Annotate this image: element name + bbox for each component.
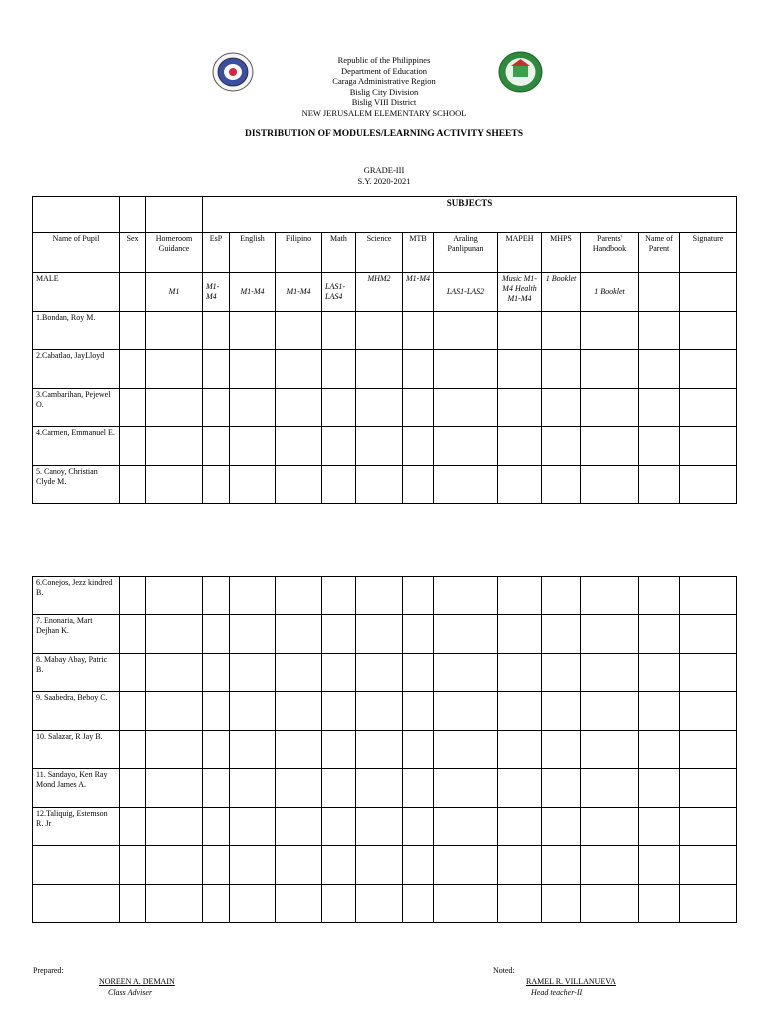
blank-cell — [639, 427, 680, 466]
blank-cell — [356, 846, 403, 885]
blank-cell — [581, 808, 639, 846]
blank-cell — [498, 846, 542, 885]
blank-cell — [434, 731, 498, 769]
blank-cell — [542, 466, 581, 504]
blank-cell — [120, 808, 146, 846]
blank-cell — [203, 769, 230, 808]
blank-cell — [680, 808, 737, 846]
prepared-title: Class Adviser — [108, 988, 153, 997]
blank-cell — [581, 731, 639, 769]
blank-cell — [434, 312, 498, 350]
blank-cell — [403, 312, 434, 350]
blank-cell — [434, 846, 498, 885]
blank-cell — [276, 731, 322, 769]
blank-cell — [120, 885, 146, 923]
blank-cell — [322, 731, 356, 769]
blank-cell — [680, 846, 737, 885]
blank-cell — [146, 197, 203, 233]
blank-cell — [680, 350, 737, 389]
blank-cell — [146, 885, 203, 923]
blank-cell — [230, 577, 276, 615]
blank-cell — [542, 846, 581, 885]
pupil-name: 8. Mabay Abay, Patric B. — [33, 654, 120, 692]
blank-cell — [434, 577, 498, 615]
pupil-name: 2.Cabatlao, JayLloyd — [33, 350, 120, 389]
blank-cell — [230, 731, 276, 769]
blank-cell — [639, 312, 680, 350]
header-signature: Signature — [680, 233, 737, 273]
blank-cell — [434, 350, 498, 389]
blank-cell — [498, 615, 542, 654]
blank-cell — [581, 312, 639, 350]
blank-cell — [581, 350, 639, 389]
blank-cell — [581, 389, 639, 427]
noted-name: RAMEL R. VILLANUEVA — [526, 977, 616, 986]
blank-cell — [498, 312, 542, 350]
blank-cell — [434, 615, 498, 654]
blank-cell — [680, 312, 737, 350]
module-mapeh: Music M1-M4 Health M1-M4 — [498, 273, 542, 312]
pupil-name — [33, 885, 120, 923]
blank-cell — [356, 654, 403, 692]
letterhead-line-1: Republic of the Philippines — [337, 55, 431, 65]
blank-cell — [639, 885, 680, 923]
male-label: MALE — [33, 273, 120, 312]
blank-cell — [230, 615, 276, 654]
blank-cell — [322, 769, 356, 808]
grade-level: GRADE-III — [363, 165, 405, 175]
blank-cell — [203, 466, 230, 504]
blank-cell — [120, 654, 146, 692]
module-math: LAS1-LAS4 — [322, 273, 356, 312]
distribution-table-part2 — [32, 576, 737, 923]
blank-cell — [276, 769, 322, 808]
blank-cell — [322, 846, 356, 885]
blank-cell — [434, 427, 498, 466]
blank-cell — [356, 577, 403, 615]
blank-cell — [434, 769, 498, 808]
blank-cell — [120, 350, 146, 389]
pupil-name — [33, 846, 120, 885]
blank-cell — [276, 654, 322, 692]
pupil-name: 12.Taliquig, Estemson R. Jr — [33, 808, 120, 846]
subjects-header: SUBJECTS — [203, 197, 737, 233]
letterhead-line-2: Department of Education — [341, 65, 427, 76]
blank-cell — [542, 654, 581, 692]
blank-cell — [403, 808, 434, 846]
blank-cell — [146, 654, 203, 692]
module-araling-panlipunan: LAS1-LAS2 — [434, 273, 498, 312]
pupil-name: 5. Canoy, Christian Clyde M. — [33, 466, 120, 504]
header-science: Science — [356, 233, 403, 273]
blank-cell — [542, 312, 581, 350]
header-name-of-pupil: Name of Pupil — [33, 233, 120, 273]
blank-cell — [120, 273, 146, 312]
blank-cell — [403, 577, 434, 615]
blank-cell — [356, 389, 403, 427]
blank-cell — [230, 427, 276, 466]
module-filipino: M1-M4 — [276, 273, 322, 312]
blank-cell — [680, 577, 737, 615]
blank-cell — [680, 885, 737, 923]
header-esp: EsP — [203, 233, 230, 273]
blank-cell — [230, 312, 276, 350]
blank-cell — [356, 731, 403, 769]
blank-cell — [356, 312, 403, 350]
blank-cell — [581, 427, 639, 466]
blank-cell — [403, 885, 434, 923]
blank-cell — [498, 731, 542, 769]
blank-cell — [322, 466, 356, 504]
pupil-name: 10. Salazar, R Jay B. — [33, 731, 120, 769]
header-homeroom-guidance: Homeroom Guidance — [146, 233, 203, 273]
prepared-label: Prepared: — [33, 966, 64, 975]
school-year: S.Y. 2020-2021 — [357, 175, 411, 186]
blank-cell — [403, 389, 434, 427]
blank-cell — [403, 692, 434, 731]
blank-cell — [680, 615, 737, 654]
blank-cell — [276, 427, 322, 466]
blank-cell — [403, 350, 434, 389]
blank-cell — [542, 731, 581, 769]
blank-cell — [403, 731, 434, 769]
blank-cell — [542, 615, 581, 654]
blank-cell — [581, 577, 639, 615]
blank-cell — [434, 654, 498, 692]
pupil-name: 7. Enonaria, Mart Dejhan K. — [33, 615, 120, 654]
blank-cell — [203, 692, 230, 731]
blank-cell — [639, 654, 680, 692]
module-english: M1-M4 — [230, 273, 276, 312]
prepared-name: NOREEN A. DEMAIN — [99, 977, 175, 986]
blank-cell — [639, 273, 680, 312]
blank-cell — [203, 846, 230, 885]
blank-cell — [542, 389, 581, 427]
blank-cell — [203, 808, 230, 846]
blank-cell — [581, 846, 639, 885]
blank-cell — [639, 731, 680, 769]
blank-cell — [639, 769, 680, 808]
blank-cell — [403, 466, 434, 504]
blank-cell — [403, 654, 434, 692]
header-mhps: MHPS — [542, 233, 581, 273]
blank-cell — [434, 692, 498, 731]
blank-cell — [356, 427, 403, 466]
blank-cell — [146, 350, 203, 389]
blank-cell — [542, 350, 581, 389]
distribution-table-part1 — [32, 196, 737, 504]
blank-cell — [542, 769, 581, 808]
blank-cell — [322, 615, 356, 654]
blank-cell — [203, 577, 230, 615]
blank-cell — [230, 769, 276, 808]
blank-cell — [639, 846, 680, 885]
blank-cell — [120, 692, 146, 731]
module-science: MHM2 — [356, 273, 403, 312]
blank-cell — [146, 731, 203, 769]
blank-cell — [434, 466, 498, 504]
blank-cell — [434, 808, 498, 846]
blank-cell — [498, 389, 542, 427]
module-homeroom: M1 — [146, 273, 203, 312]
blank-cell — [680, 769, 737, 808]
letterhead-line-6: NEW JERUSALEM ELEMENTARY SCHOOL — [301, 107, 467, 118]
blank-cell — [276, 885, 322, 923]
blank-cell — [276, 312, 322, 350]
letterhead-line-5: Bislig VIII District — [351, 97, 417, 107]
blank-cell — [276, 350, 322, 389]
blank-cell — [581, 615, 639, 654]
blank-cell — [680, 731, 737, 769]
blank-cell — [498, 654, 542, 692]
header-parents-handbook: Parents' Handbook — [581, 233, 639, 273]
blank-cell — [203, 312, 230, 350]
header-sex: Sex — [120, 233, 146, 273]
blank-cell — [146, 846, 203, 885]
blank-cell — [203, 885, 230, 923]
letterhead — [0, 55, 768, 118]
blank-cell — [498, 577, 542, 615]
blank-cell — [276, 615, 322, 654]
blank-cell — [498, 466, 542, 504]
blank-cell — [230, 692, 276, 731]
blank-cell — [356, 808, 403, 846]
blank-cell — [356, 885, 403, 923]
blank-cell — [639, 808, 680, 846]
blank-cell — [230, 885, 276, 923]
blank-cell — [680, 273, 737, 312]
pupil-name: 9. Saabedra, Beboy C. — [33, 692, 120, 731]
blank-cell — [146, 389, 203, 427]
pupil-name: 1.Bondan, Roy M. — [33, 312, 120, 350]
blank-cell — [639, 389, 680, 427]
pupil-name: 6.Conejos, Jezz kindred B. — [33, 577, 120, 615]
module-mtb: M1-M4 — [403, 273, 434, 312]
blank-cell — [581, 654, 639, 692]
header-mapeh: MAPEH — [498, 233, 542, 273]
grade-info — [0, 165, 768, 186]
blank-cell — [203, 731, 230, 769]
header-math: Math — [322, 233, 356, 273]
blank-cell — [203, 389, 230, 427]
header-english: English — [230, 233, 276, 273]
blank-cell — [403, 769, 434, 808]
blank-cell — [33, 197, 120, 233]
blank-cell — [146, 427, 203, 466]
blank-cell — [680, 389, 737, 427]
blank-cell — [146, 615, 203, 654]
blank-cell — [120, 577, 146, 615]
header-araling-panlipunan: Araling Panlipunan — [434, 233, 498, 273]
blank-cell — [680, 654, 737, 692]
blank-cell — [120, 389, 146, 427]
blank-cell — [230, 808, 276, 846]
blank-cell — [581, 885, 639, 923]
blank-cell — [680, 692, 737, 731]
blank-cell — [276, 389, 322, 427]
blank-cell — [403, 615, 434, 654]
blank-cell — [581, 769, 639, 808]
blank-cell — [581, 692, 639, 731]
blank-cell — [276, 466, 322, 504]
blank-cell — [322, 389, 356, 427]
blank-cell — [146, 312, 203, 350]
blank-cell — [146, 692, 203, 731]
blank-cell — [230, 389, 276, 427]
blank-cell — [120, 312, 146, 350]
blank-cell — [322, 350, 356, 389]
blank-cell — [356, 692, 403, 731]
blank-cell — [498, 427, 542, 466]
blank-cell — [146, 769, 203, 808]
blank-cell — [356, 466, 403, 504]
module-mhps: 1 Booklet — [542, 273, 581, 312]
blank-cell — [276, 692, 322, 731]
blank-cell — [680, 466, 737, 504]
noted-title: Head teacher-II — [531, 988, 583, 997]
letterhead-line-3: Caraga Administrative Region — [332, 76, 436, 86]
pupil-name: 3.Cambarihan, Pejewel O. — [33, 389, 120, 427]
module-esp: M1-M4 — [203, 273, 230, 312]
blank-cell — [542, 427, 581, 466]
blank-cell — [639, 466, 680, 504]
blank-cell — [639, 615, 680, 654]
blank-cell — [498, 808, 542, 846]
blank-cell — [120, 731, 146, 769]
blank-cell — [276, 577, 322, 615]
blank-cell — [498, 692, 542, 731]
blank-cell — [276, 846, 322, 885]
blank-cell — [322, 312, 356, 350]
blank-cell — [639, 577, 680, 615]
blank-cell — [542, 692, 581, 731]
document-title: DISTRIBUTION OF MODULES/LEARNING ACTIVITY SHEETS — [244, 129, 524, 139]
blank-cell — [498, 350, 542, 389]
blank-cell — [120, 466, 146, 504]
blank-cell — [203, 615, 230, 654]
blank-cell — [120, 769, 146, 808]
blank-cell — [542, 577, 581, 615]
blank-cell — [498, 769, 542, 808]
module-parents-handbook: 1 Booklet — [581, 273, 639, 312]
blank-cell — [120, 846, 146, 885]
blank-cell — [120, 615, 146, 654]
blank-cell — [230, 466, 276, 504]
header-filipino: Filipino — [276, 233, 322, 273]
blank-cell — [356, 615, 403, 654]
blank-cell — [403, 846, 434, 885]
blank-cell — [276, 808, 322, 846]
blank-cell — [403, 427, 434, 466]
blank-cell — [146, 808, 203, 846]
blank-cell — [322, 808, 356, 846]
blank-cell — [680, 427, 737, 466]
noted-label: Noted: — [493, 966, 515, 975]
blank-cell — [581, 466, 639, 504]
blank-cell — [356, 769, 403, 808]
letterhead-line-4: Bislig City Division — [349, 86, 419, 97]
blank-cell — [542, 885, 581, 923]
blank-cell — [322, 577, 356, 615]
header-mtb: MTB — [403, 233, 434, 273]
blank-cell — [498, 885, 542, 923]
blank-cell — [322, 654, 356, 692]
blank-cell — [230, 846, 276, 885]
blank-cell — [120, 197, 146, 233]
blank-cell — [203, 654, 230, 692]
blank-cell — [356, 350, 403, 389]
blank-cell — [230, 350, 276, 389]
blank-cell — [542, 808, 581, 846]
blank-cell — [146, 577, 203, 615]
blank-cell — [322, 692, 356, 731]
blank-cell — [120, 427, 146, 466]
pupil-name: 4.Carmen, Emmanuel E. — [33, 427, 120, 466]
header-name-of-parent: Name of Parent — [639, 233, 680, 273]
blank-cell — [203, 350, 230, 389]
blank-cell — [203, 427, 230, 466]
blank-cell — [434, 885, 498, 923]
blank-cell — [146, 466, 203, 504]
blank-cell — [639, 692, 680, 731]
blank-cell — [322, 427, 356, 466]
pupil-name: 11. Sandayo, Ken Ray Mond James A. — [33, 769, 120, 808]
blank-cell — [322, 885, 356, 923]
blank-cell — [434, 389, 498, 427]
blank-cell — [230, 654, 276, 692]
blank-cell — [639, 350, 680, 389]
